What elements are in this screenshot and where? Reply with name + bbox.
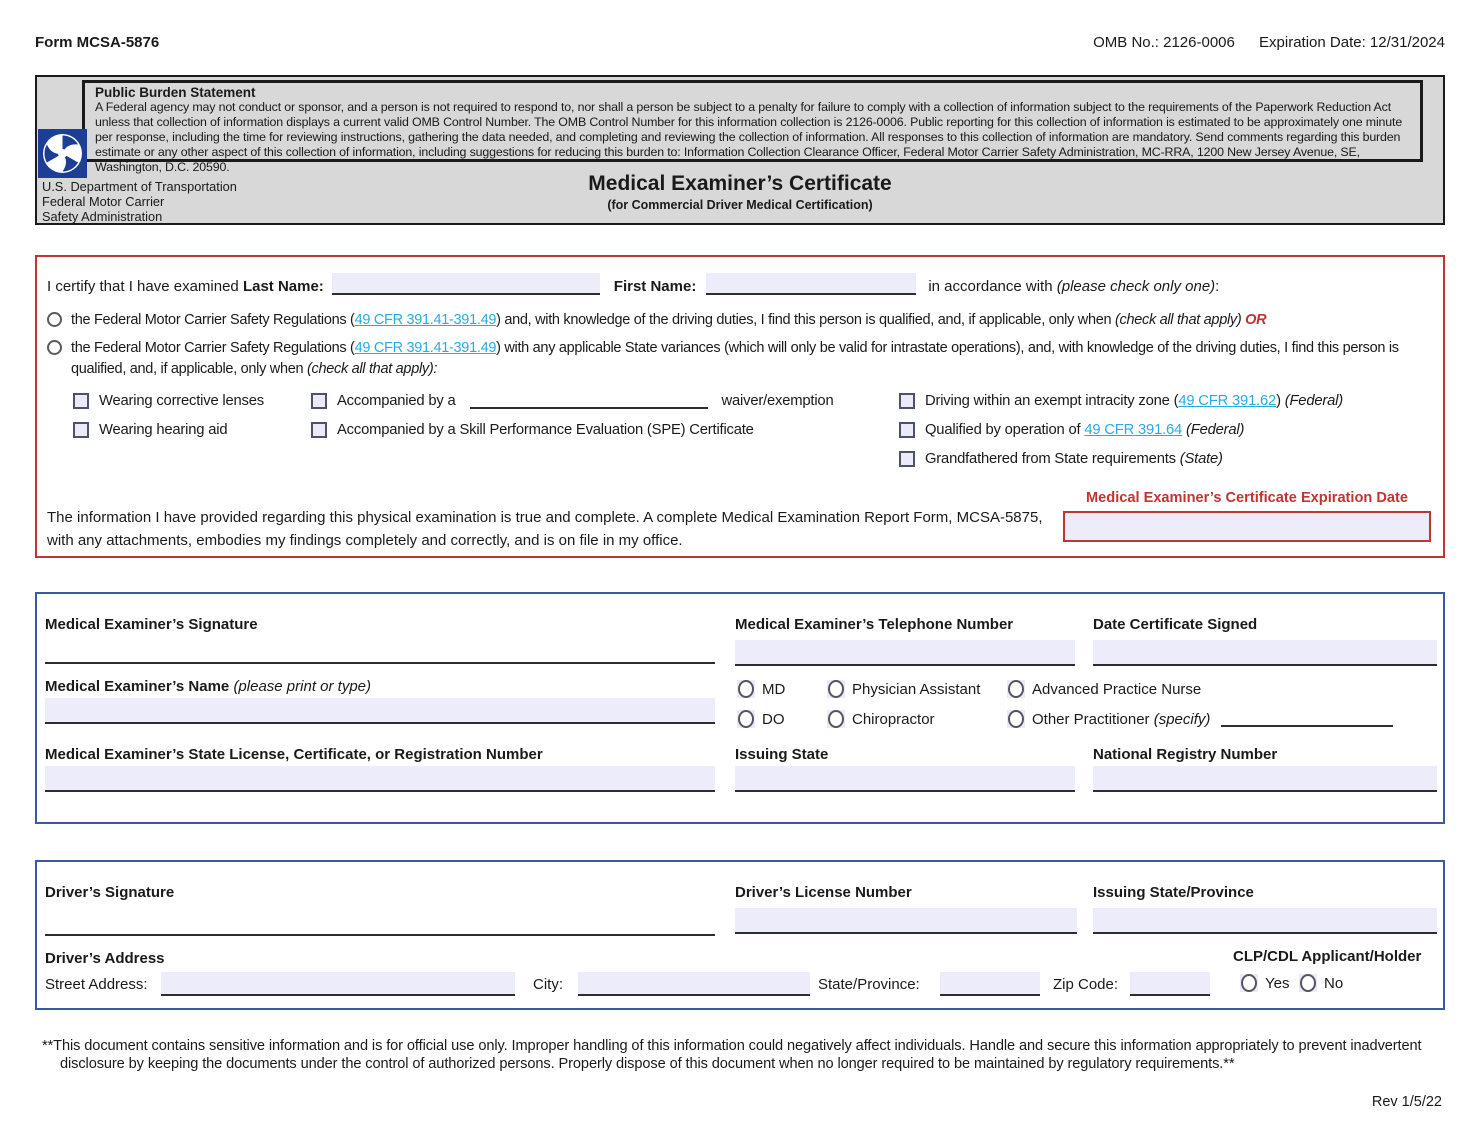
- certify-prefix-text: I certify that I have examined: [47, 278, 239, 295]
- option2-text1: the Federal Motor Carrier Safety Regulations (: [71, 340, 355, 357]
- radio-physician-assistant[interactable]: [827, 680, 845, 698]
- first-name-input[interactable]: [706, 273, 916, 295]
- md-label: MD: [762, 680, 786, 698]
- check-grandfathered-item[interactable]: [899, 451, 1431, 467]
- practitioner-advanced-practice-nurse-option[interactable]: [1007, 680, 1201, 698]
- grandfathered-note: (State): [1179, 451, 1223, 468]
- cfr-391-64-link[interactable]: 49 CFR 391.64: [1084, 422, 1183, 439]
- option-state-text: [71, 338, 1431, 380]
- driver-issuing-state-label: [1093, 884, 1254, 901]
- option1-or: OR: [1245, 312, 1267, 328]
- driver-signature-label: [45, 884, 174, 901]
- agency-line-2: Federal Motor Carrier: [42, 193, 165, 209]
- street-address-label: Street Address:: [45, 976, 148, 993]
- option1-text2: ) and, with knowledge of the driving duties, I find this person is qualified, and, if applicable, only when: [496, 312, 1112, 328]
- option1-text1: the Federal Motor Carrier Safety Regulations (: [71, 312, 355, 328]
- exempt-zone-close: ): [1276, 393, 1281, 410]
- radio-clp-yes[interactable]: [1240, 974, 1258, 992]
- driver-issuing-state-label-text: Issuing State/Province: [1093, 884, 1254, 901]
- clp-no-label: No: [1324, 974, 1344, 992]
- date-certificate-signed-label-text: Date Certificate Signed: [1093, 616, 1258, 633]
- burden-statement-title: Public Burden Statement: [95, 85, 256, 100]
- cfr-391-41-49-link-2[interactable]: 49 CFR 391.41-391.49: [354, 340, 497, 357]
- last-name-label: Last Name:: [242, 278, 324, 295]
- checkbox-accompanied-waiver[interactable]: [311, 393, 327, 409]
- date-certificate-signed-label: [1093, 616, 1257, 633]
- form-header: [35, 75, 1445, 225]
- expiration-date-label: Medical Examiner’s Certificate Expiration Date: [1086, 490, 1408, 507]
- physician-assistant-label: Physician Assistant: [852, 680, 981, 698]
- first-name-label: First Name:: [613, 278, 697, 295]
- public-burden-statement: [82, 80, 1423, 174]
- qualified-text: Qualified by operation of: [925, 422, 1081, 439]
- zip-code-label: Zip Code:: [1053, 976, 1119, 993]
- top-bar: [35, 34, 1445, 51]
- check-exempt-zone-item[interactable]: [899, 393, 1431, 409]
- check-qualified-item[interactable]: [899, 422, 1431, 438]
- sensitive-information-notice: **This document contains sensitive information and is for official use only. Improper handling of this information could negatively affect individuals. Handle and secure this information appropriately to prevent inadvertent disclosure by keeping the documents under the control of authorized persons. Properly dispose of this document when no longer required to be maintained by regulatory requirements.**: [42, 1038, 1422, 1072]
- checkbox-column-1: [73, 393, 311, 480]
- checkbox-column-3: [899, 393, 1431, 480]
- exempt-zone-text: Driving within an exempt intracity zone (: [925, 393, 1179, 410]
- driver-issuing-state-input[interactable]: [1093, 908, 1437, 934]
- spe-label: Accompanied by a Skill Performance Evaluation (SPE) Certificate: [337, 422, 754, 439]
- omb-info: [1093, 34, 1445, 51]
- clp-cdl-yes-option[interactable]: [1240, 974, 1289, 992]
- radio-clp-no[interactable]: [1299, 974, 1317, 992]
- check-spe-item[interactable]: [311, 422, 899, 438]
- issuing-state-label-text: Issuing State: [735, 746, 829, 763]
- examiner-name-note: (please print or type): [233, 678, 372, 695]
- option-federal-regulations: [47, 310, 1431, 331]
- checkbox-column-2: [311, 393, 899, 480]
- waiver-pre-label: Accompanied by a: [337, 393, 456, 410]
- driver-address-label-text: Driver’s Address: [45, 950, 165, 967]
- other-specify-note: (specify): [1153, 710, 1211, 728]
- examiner-name-input[interactable]: [45, 698, 715, 724]
- form-title-block: [37, 172, 1443, 212]
- clp-cdl-label-text: CLP/CDL Applicant/Holder: [1233, 948, 1422, 965]
- check-waiver-item[interactable]: [311, 393, 899, 409]
- issuing-state-input[interactable]: [735, 766, 1075, 792]
- examiner-license-label: [45, 746, 543, 763]
- checkbox-qualified-391-64[interactable]: [899, 422, 915, 438]
- driver-signature-input[interactable]: [45, 934, 715, 936]
- radio-do[interactable]: [737, 710, 755, 728]
- checkbox-hearing-aid[interactable]: [73, 422, 89, 438]
- grandfathered-label: [925, 451, 1223, 467]
- do-label: DO: [762, 710, 785, 728]
- examiner-signature-input[interactable]: [45, 662, 715, 664]
- examiner-name-label-text: Medical Examiner’s Name: [45, 678, 230, 695]
- driver-license-input[interactable]: [735, 908, 1077, 934]
- radio-chiropractor[interactable]: [827, 710, 845, 728]
- state-province-input[interactable]: [940, 972, 1040, 996]
- certify-row: [47, 273, 1431, 295]
- national-registry-label-text: National Registry Number: [1093, 746, 1278, 763]
- option-federal-text: [71, 310, 1266, 331]
- option2-text2: ) with any applicable State variances (which will only be valid for intrastate operations), and, with knowledge of the driving duties, I find this person is qualified, and, if applicable, only when: [71, 340, 1399, 378]
- examiner-signature-label-text: Medical Examiner’s Signature: [45, 616, 258, 633]
- checkbox-exempt-intracity-zone[interactable]: [899, 393, 915, 409]
- qualification-checkboxes: [73, 393, 1431, 480]
- advanced-practice-nurse-label: Advanced Practice Nurse: [1032, 680, 1202, 698]
- examiner-signature-label: [45, 616, 258, 633]
- checkbox-corrective-lenses[interactable]: [73, 393, 89, 409]
- examiner-phone-input[interactable]: [735, 640, 1075, 666]
- examiner-license-input[interactable]: [45, 766, 715, 792]
- zip-code-input[interactable]: [1130, 972, 1210, 996]
- national-registry-label: [1093, 746, 1277, 763]
- date-certificate-signed-input[interactable]: [1093, 640, 1437, 666]
- waiver-post-label: waiver/exemption: [721, 393, 834, 410]
- accordance-colon: :: [1215, 278, 1220, 295]
- street-address-input[interactable]: [161, 972, 515, 996]
- examiner-name-label: [45, 678, 371, 695]
- other-practitioner-text: Other Practitioner: [1032, 710, 1150, 728]
- certification-section: [35, 255, 1445, 558]
- state-province-label: State/Province:: [818, 976, 920, 993]
- clp-yes-label: Yes: [1265, 974, 1290, 992]
- revision-date: Rev 1/5/22: [1371, 1094, 1442, 1110]
- form-number: Form MCSA-5876: [35, 34, 160, 51]
- last-name-input[interactable]: [332, 273, 600, 295]
- cfr-391-62-link[interactable]: 49 CFR 391.62: [1178, 393, 1277, 410]
- radio-state-variances[interactable]: [47, 340, 62, 355]
- driver-license-label-text: Driver’s License Number: [735, 884, 912, 901]
- agency-line-1: U.S. Department of Transportation: [42, 179, 237, 194]
- omb-number: OMB No.: 2126-0006: [1093, 34, 1235, 51]
- practitioner-do-option[interactable]: [737, 710, 785, 728]
- option1-note: (check all that apply): [1114, 312, 1242, 328]
- omb-expiration-date: Expiration Date: 12/31/2024: [1259, 34, 1445, 51]
- radio-other-practitioner[interactable]: [1007, 710, 1025, 728]
- driver-address-label: [45, 950, 165, 967]
- practitioner-md-option[interactable]: [737, 680, 785, 698]
- cfr-391-41-49-link[interactable]: 49 CFR 391.41-391.49: [354, 312, 497, 328]
- waiver-type-input[interactable]: [470, 394, 708, 409]
- certification-bottom-row: [47, 490, 1431, 553]
- check-hearing-aid-item[interactable]: [73, 422, 311, 438]
- issuing-state-label: [735, 746, 828, 763]
- driver-license-label: [735, 884, 912, 901]
- checkbox-grandfathered[interactable]: [899, 451, 915, 467]
- agency-line-3: Safety Administration: [42, 208, 163, 224]
- clp-cdl-no-option[interactable]: [1299, 974, 1343, 992]
- chiropractor-label: Chiropractor: [852, 710, 935, 728]
- radio-federal-regulations[interactable]: [47, 312, 62, 327]
- exempt-zone-note: (Federal): [1284, 393, 1343, 410]
- expiration-date-block: [1063, 490, 1431, 553]
- driver-section: [35, 860, 1445, 1010]
- medical-examiner-section: [35, 592, 1445, 824]
- other-practitioner-specify-input[interactable]: [1221, 712, 1393, 727]
- qualified-label: [925, 422, 1244, 438]
- radio-md[interactable]: [737, 680, 755, 698]
- practitioner-chiropractor-option[interactable]: [827, 710, 935, 728]
- certification-statement: The information I have provided regarding this physical examination is true and complete. A complete Medical Examination Report Form, MCSA-5875, with any attachments, embodies my findings completely and correctly, and is on file in my office.: [47, 509, 1043, 550]
- examiner-phone-label-text: Medical Examiner’s Telephone Number: [735, 616, 1014, 633]
- practitioner-physician-assistant-option[interactable]: [827, 680, 980, 698]
- check-corrective-lenses-item[interactable]: [73, 393, 311, 409]
- checkbox-spe-certificate[interactable]: [311, 422, 327, 438]
- option2-note: (check all that apply):: [306, 361, 438, 378]
- city-label: City:: [533, 976, 563, 993]
- examiner-phone-label: [735, 616, 1013, 633]
- accordance-text: [928, 278, 1219, 295]
- accordance-note: (please check only one): [1056, 278, 1216, 295]
- accordance-prefix: in accordance with: [928, 278, 1053, 295]
- qualified-note: (Federal): [1186, 422, 1245, 439]
- grandfathered-text: Grandfathered from State requirements: [925, 451, 1176, 468]
- clp-cdl-label: [1233, 948, 1421, 965]
- national-registry-input[interactable]: [1093, 766, 1437, 792]
- burden-statement-text: A Federal agency may not conduct or sponsor, and a person is not required to respond to, nor shall a person be subject to a penalty for failure to comply with a collection of information subject to the requirements of the Paperwork Reduction Act unless that collection of information displays a current valid OMB Control Number. The OMB Control Number for this information collection is 2126-0006. Public reporting for this collection of information is estimated to be approximately one minute per response, including the time for reviewing instructions, gathering the data needed, and completing and reviewing the collection of information. All responses to this collection of information are mandatory. Send comments regarding this burden estimate or any other aspect of this collection of information, including suggestions for reducing this burden to: Information Collection Clearance Officer, Federal Motor Carrier Safety Administration, MC-RRA, 1200 New Jersey Avenue, SE, Washington, D.C. 20590.: [95, 100, 1403, 174]
- option-state-variances: [47, 338, 1431, 380]
- practitioner-other-option[interactable]: [1007, 710, 1393, 728]
- other-practitioner-label: [1032, 711, 1210, 728]
- exempt-zone-label: [925, 393, 1343, 409]
- expiration-date-input[interactable]: [1063, 511, 1431, 542]
- form-title: Medical Examiner’s Certificate: [588, 172, 892, 195]
- corrective-lenses-label: Wearing corrective lenses: [99, 393, 264, 410]
- certify-prefix: [47, 278, 324, 295]
- driver-signature-label-text: Driver’s Signature: [45, 884, 175, 901]
- radio-advanced-practice-nurse[interactable]: [1007, 680, 1025, 698]
- usdot-triskelion-logo-icon: [38, 129, 87, 178]
- form-subtitle: (for Commercial Driver Medical Certification): [607, 198, 873, 212]
- examiner-license-label-text: Medical Examiner’s State License, Certificate, or Registration Number: [45, 746, 543, 763]
- city-input[interactable]: [578, 972, 810, 996]
- hearing-aid-label: Wearing hearing aid: [99, 422, 228, 439]
